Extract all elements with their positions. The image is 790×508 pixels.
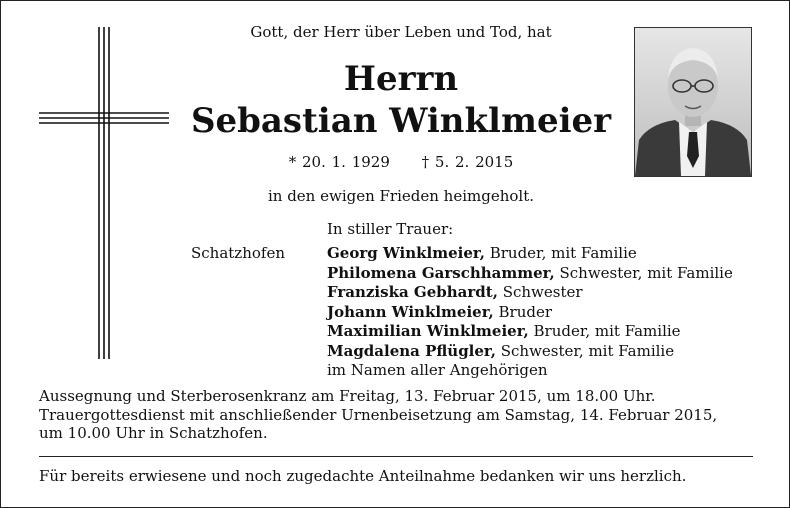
mourner-name: Georg Winklmeier,: [327, 244, 485, 262]
service-line-3: um 10.00 Uhr in Schatzhofen.: [39, 424, 268, 442]
list-item: [327, 264, 733, 284]
service-info: [39, 387, 759, 443]
mourning-place: Schatzhofen: [191, 244, 285, 262]
salutation: Herrn: [343, 59, 459, 99]
list-item: [327, 244, 733, 264]
mourner-relation: Schwester, mit Familie: [495, 341, 675, 360]
mourner-name: Magdalena Pflügler,: [327, 341, 496, 360]
mourner-name: Philomena Garschhammer,: [327, 263, 555, 282]
death-date: † 5. 2. 2015: [421, 153, 514, 171]
mourner-relation: Bruder, mit Familie: [484, 244, 637, 262]
intro-text: Gott, der Herr über Leben und Tod, hat: [250, 23, 552, 41]
mourner-relation: Bruder, mit Familie: [528, 322, 681, 340]
mourner-relation: Schwester: [497, 283, 583, 301]
mourner-relation: Bruder: [493, 302, 553, 321]
list-item: [327, 322, 733, 342]
mourner-name: Johann Winklmeier,: [327, 302, 494, 321]
service-line-2: Trauergottesdienst mit anschließender Urnenbeisetzung am Samstag, 14. Februar 2015,: [39, 405, 718, 424]
rest-phrase: in den ewigen Frieden heimgeholt.: [267, 187, 535, 205]
mourning-heading: In stiller Trauer:: [327, 220, 454, 238]
birth-date: * 20. 1. 1929: [288, 153, 390, 171]
divider: [39, 456, 753, 457]
list-item: [327, 303, 733, 323]
mourner-name: Franziska Gebhardt,: [327, 283, 498, 301]
service-line-1: Aussegnung und Sterberosenkranz am Freitag, 13. Februar 2015, um 18.00 Uhr.: [39, 387, 656, 405]
mourner-name: Maximilian Winklmeier,: [327, 322, 529, 340]
list-item: [327, 283, 733, 303]
thanks-text: Für bereits erwiesene und noch zugedachte Anteilnahme bedanken wir uns herzlich.: [39, 467, 687, 485]
mourning-closing: im Namen aller Angehörigen: [327, 361, 548, 379]
portrait-image: [635, 28, 751, 176]
portrait-photo: [634, 27, 752, 177]
cross-icon: [39, 27, 169, 359]
mourner-relation: Schwester, mit Familie: [554, 263, 733, 282]
deceased-name: Sebastian Winklmeier: [190, 101, 612, 141]
mourners-list: [327, 244, 733, 381]
life-dates: [191, 153, 611, 171]
list-item: [327, 342, 733, 362]
